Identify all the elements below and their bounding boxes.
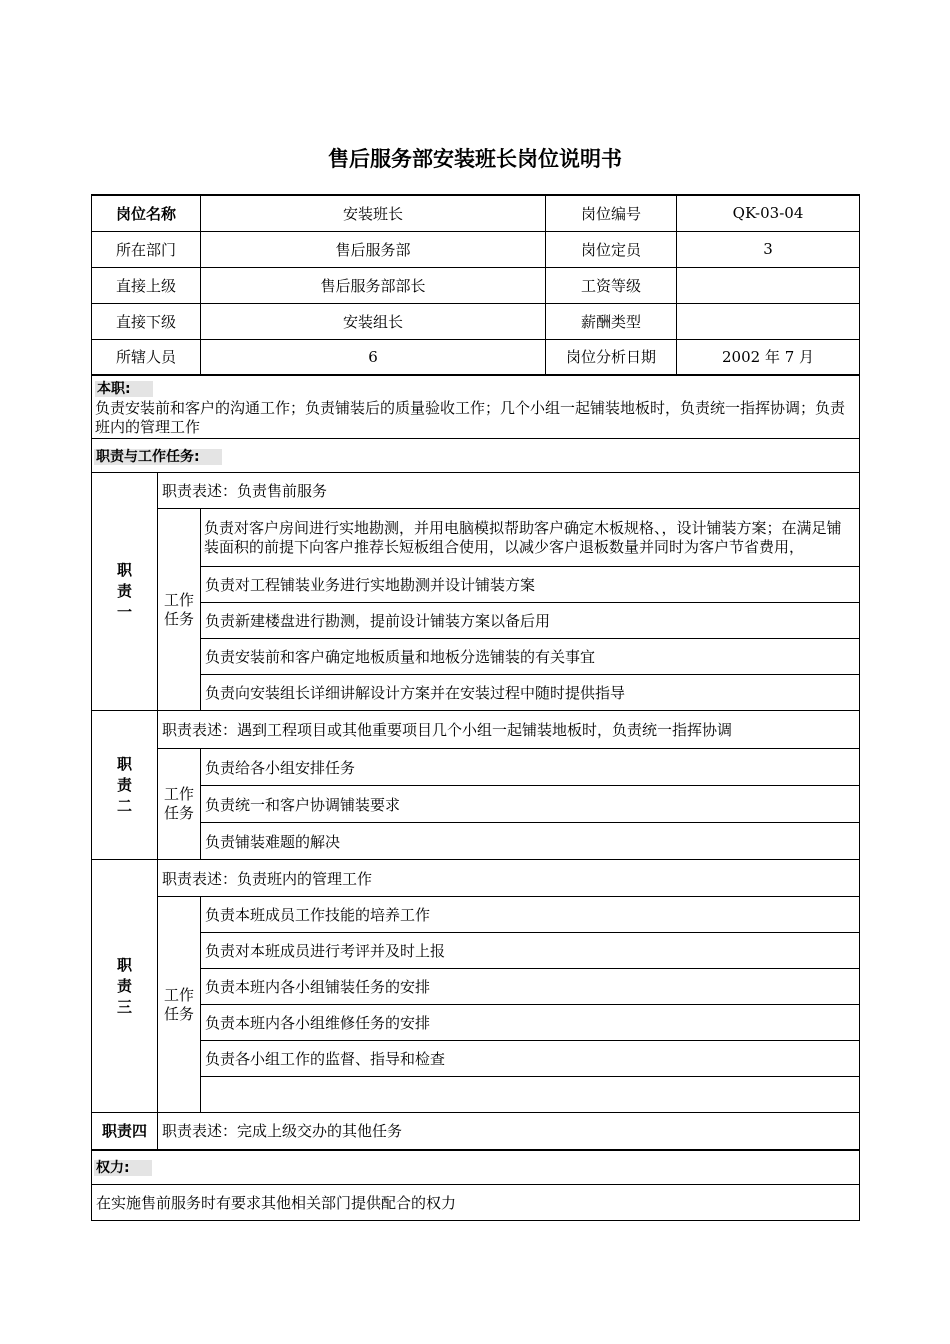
- info-row-staff: [92, 339, 860, 375]
- duty-3-label: 职 责 三: [92, 860, 158, 1113]
- info-value: 2002 年 7 月: [677, 339, 860, 375]
- task-row: [92, 823, 860, 860]
- task-item: 负责本班内各小组维修任务的安排: [201, 1005, 860, 1041]
- task-item: [201, 1077, 860, 1113]
- duty-3-desc-row: [92, 860, 860, 897]
- task-row: [92, 1077, 860, 1113]
- task-row: [92, 897, 860, 933]
- duty-desc: 职责表述：负责售前服务: [158, 473, 860, 509]
- info-label: 岗位分析日期: [546, 339, 677, 375]
- task-item: 负责新建楼盘进行勘测，提前设计铺装方案以备后用: [201, 603, 860, 639]
- duty-desc: 职责表述：遇到工程项目或其他重要项目几个小组一起铺装地板时，负责统一指挥协调: [158, 711, 860, 749]
- page-title: 售后服务部安装班长岗位说明书: [328, 147, 622, 171]
- task-row: [92, 969, 860, 1005]
- task-item: 负责统一和客户协调铺装要求: [201, 786, 860, 823]
- duty-4-row: [92, 1113, 860, 1150]
- task-row: [92, 639, 860, 675]
- duty-4-label: 职责四: [92, 1113, 158, 1150]
- info-label: 薪酬类型: [546, 303, 677, 339]
- task-row: [92, 675, 860, 711]
- info-value: [677, 303, 860, 339]
- task-row: [92, 567, 860, 603]
- task-row: [92, 749, 860, 786]
- task-item: 负责本班成员工作技能的培养工作: [201, 897, 860, 933]
- info-label: 岗位编号: [546, 195, 677, 231]
- info-value: 售后服务部部长: [201, 267, 546, 303]
- core-duty-row: [92, 375, 860, 439]
- core-duty-label: 本职:: [95, 381, 153, 397]
- task-item: 负责铺装难题的解决: [201, 823, 860, 860]
- task-item: 负责本班内各小组铺装任务的安排: [201, 969, 860, 1005]
- info-label: 所辖人员: [92, 339, 201, 375]
- task-row: [92, 786, 860, 823]
- info-value: 3: [677, 231, 860, 267]
- task-row: [92, 1041, 860, 1077]
- power-row: [92, 1185, 860, 1221]
- task-item: 负责对工程铺装业务进行实地勘测并设计铺装方案: [201, 567, 860, 603]
- info-label: 岗位定员: [546, 231, 677, 267]
- duties-header-row: [92, 439, 860, 473]
- info-label: 工资等级: [546, 267, 677, 303]
- duty-2-label: 职 责 二: [92, 711, 158, 860]
- duties-header: 职责与工作任务:: [94, 449, 222, 465]
- info-value: 安装班长: [201, 195, 546, 231]
- task-item: 负责向安装组长详细讲解设计方案并在安装过程中随时提供指导: [201, 675, 860, 711]
- duty-2-desc-row: [92, 711, 860, 749]
- info-value: [677, 267, 860, 303]
- task-row: [92, 509, 860, 567]
- duty-1-desc-row: [92, 473, 860, 509]
- power-header-row: [92, 1150, 860, 1185]
- info-label: 所在部门: [92, 231, 201, 267]
- job-description-table: [91, 194, 860, 1221]
- info-value: QK-03-04: [677, 195, 860, 231]
- duty-1-label: 职 责 一: [92, 473, 158, 711]
- info-label: 岗位名称: [92, 195, 201, 231]
- duty-desc: 职责表述：负责班内的管理工作: [158, 860, 860, 897]
- task-item: 负责给各小组安排任务: [201, 749, 860, 786]
- task-item: 负责各小组工作的监督、指导和检查: [201, 1041, 860, 1077]
- task-label: 工作 任务: [158, 897, 201, 1113]
- core-duty-text: 负责安装前和客户的沟通工作；负责铺装后的质量验收工作；几个小组一起铺装地板时，负责统一指挥协调；负责班内的管理工作: [95, 399, 846, 436]
- info-row-superior: [92, 267, 860, 303]
- task-item: 负责安装前和客户确定地板质量和地板分选铺装的有关事宜: [201, 639, 860, 675]
- power-label: 权力:: [94, 1160, 152, 1176]
- info-value: 6: [201, 339, 546, 375]
- task-row: [92, 1005, 860, 1041]
- info-value: 安装组长: [201, 303, 546, 339]
- task-label: 工作 任务: [158, 509, 201, 711]
- info-row-position-name: [92, 195, 860, 231]
- info-row-department: [92, 231, 860, 267]
- info-label: 直接上级: [92, 267, 201, 303]
- duty-desc: 职责表述：完成上级交办的其他任务: [158, 1113, 860, 1150]
- task-item: 负责对本班成员进行考评并及时上报: [201, 933, 860, 969]
- task-row: [92, 603, 860, 639]
- info-row-subordinate: [92, 303, 860, 339]
- task-item: 负责对客户房间进行实地勘测，并用电脑模拟帮助客户确定木板规格、，设计铺装方案；在满足铺装面积的前提下向客户推荐长短板组合使用，以减少客户退板数量并同时为客户节省费用，: [201, 509, 860, 567]
- power-text: 在实施售前服务时有要求其他相关部门提供配合的权力: [92, 1185, 860, 1221]
- info-label: 直接下级: [92, 303, 201, 339]
- task-row: [92, 933, 860, 969]
- info-value: 售后服务部: [201, 231, 546, 267]
- task-label: 工作 任务: [158, 749, 201, 860]
